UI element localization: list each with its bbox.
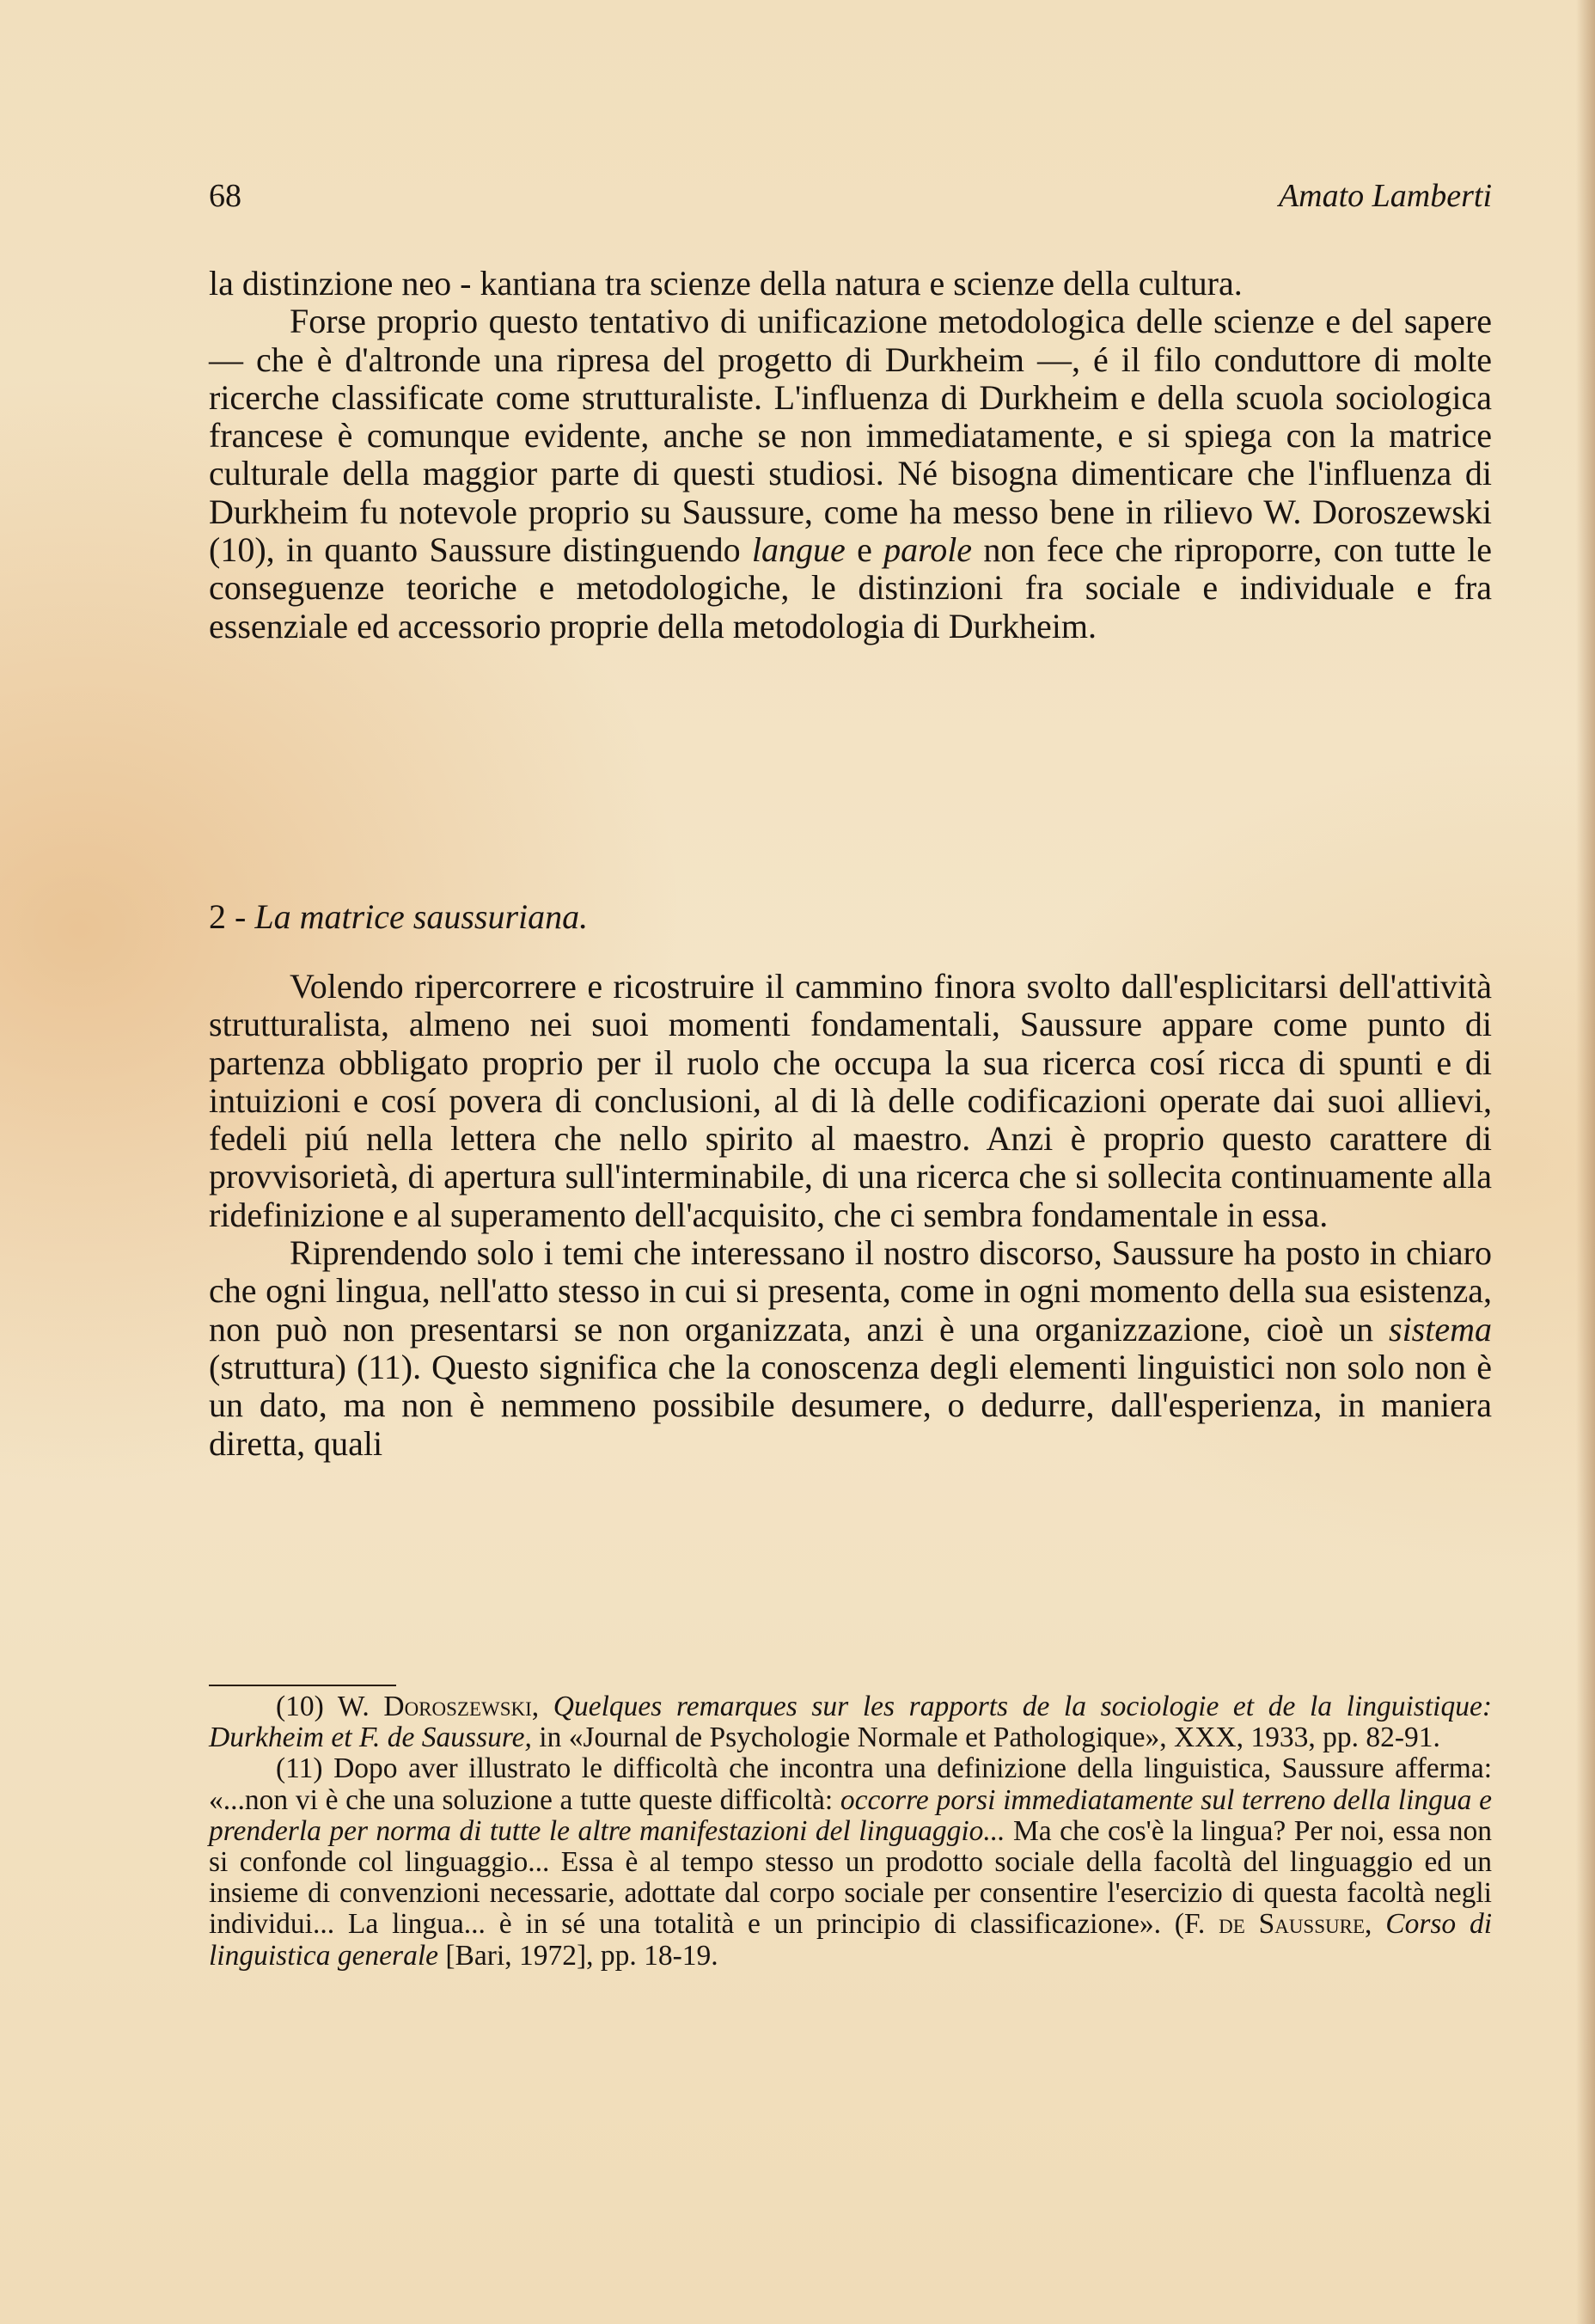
page-header <box>209 177 1492 229</box>
term-parole: parole <box>883 530 973 570</box>
paragraph: Forse proprio questo tentativo di unificazione metodologica delle scienze e del sapere — che è d'altronde una ripresa del progetto di Durkheim —, é il filo conduttore di molte ricerche classificate come strutturaliste. L'influenza di Durkheim e della scuola sociologica francese è comunque evidente, anche se non immediatamente, e si spiega con la matrice culturale della maggior parte di questi studiosi. Né bisogna dimenticare che l'influenza di Durkheim fu notevole proprio su Saussure, come ha messo bene in rilievo W. Doroszewski (10), in quanto Saussure distinguendo langue e parole non fece che riproporre, con tutte le conseguenze teoriche e metodologiche, le distinzioni fra sociale e individuale e fra essenziale ed accessorio proprie della metodologia di Durkheim. <box>209 302 1492 645</box>
term-sistema: sistema <box>1389 1309 1492 1349</box>
page-edge-shadow <box>1576 0 1595 2324</box>
section-title: La matrice saussuriana. <box>254 897 589 936</box>
body-text-section <box>209 968 1492 1463</box>
paragraph: Riprendendo solo i temi che interessano il nostro discorso, Saussure ha posto in chiaro che ogni lingua, nell'atto stesso in cui si presenta, come in ogni momento della sua esistenza, non può non presentarsi se non organizzata, anzi è una organizzazione, cioè un sistema (struttura) (11). Questo significa che la conoscenza degli elementi linguistici non solo non è un dato, ma non è nemmeno possibile desumere, o dedurre, dall'esperienza, in maniera diretta, quali <box>209 1233 1492 1463</box>
term-langue: langue <box>751 530 846 570</box>
running-head: Amato Lamberti <box>1278 178 1492 214</box>
footnotes <box>209 1691 1492 1972</box>
footnote-11: (11) Dopo aver illustrato le difficoltà che incontra una definizione della linguistica, Saussure afferma: «...non vi è che una soluzione a tutte queste difficoltà: occorre porsi immediatamente sul terreno della lingua e prenderla per norma di tutte le altre manifestazioni del linguaggio... Ma che cos'è la lingua? Per noi, essa non si confonde col linguaggio... Essa è al tempo stesso un prodotto sociale della facoltà del linguaggio ed un insieme di convenzioni necessarie, adottate dal corpo sociale per consentire l'esercizio di questa facoltà negli individui... La lingua... è in sé una totalità e un principio di classificazione». (F. de Saussure, Corso di linguistica generale [Bari, 1972], pp. 18-19. <box>209 1752 1493 1972</box>
footnote-rule <box>209 1685 396 1686</box>
page-number: 68 <box>209 178 241 214</box>
paragraph: la distinzione neo - kantiana tra scienze della natura e scienze della cultura. <box>209 264 1243 303</box>
section-number: 2 - <box>209 897 255 936</box>
footnote-10: (10) W. Doroszewski, Quelques remarques sur les rapports de la sociologie et de la linguistique: Durkheim et F. de Saussure, in «Journal de Psychologie Normale et Pathologique», XXX, 1933, pp. 82-91. <box>209 1691 1493 1754</box>
section-heading <box>209 896 588 937</box>
body-text-top <box>209 265 1492 645</box>
paragraph: Volendo ripercorrere e ricostruire il cammino finora svolto dall'esplicitarsi dell'attività strutturalista, almeno nei suoi momenti fondamentali, Saussure appare come punto di partenza obbligato proprio per il ruolo che occupa la sua ricerca cosí ricca di spunti e di intuizioni e cosí povera di conclusioni, al di là delle codificazioni operate dai suoi allievi, fedeli piú nella lettera che nello spirito al maestro. Anzi è proprio questo carattere di provvisorietà, di apertura sull'interminabile, di una ricerca che si sollecita continuamente alla ridefinizione e al superamento dell'acquisito, che ci sembra fondamentale in essa. <box>209 967 1492 1234</box>
